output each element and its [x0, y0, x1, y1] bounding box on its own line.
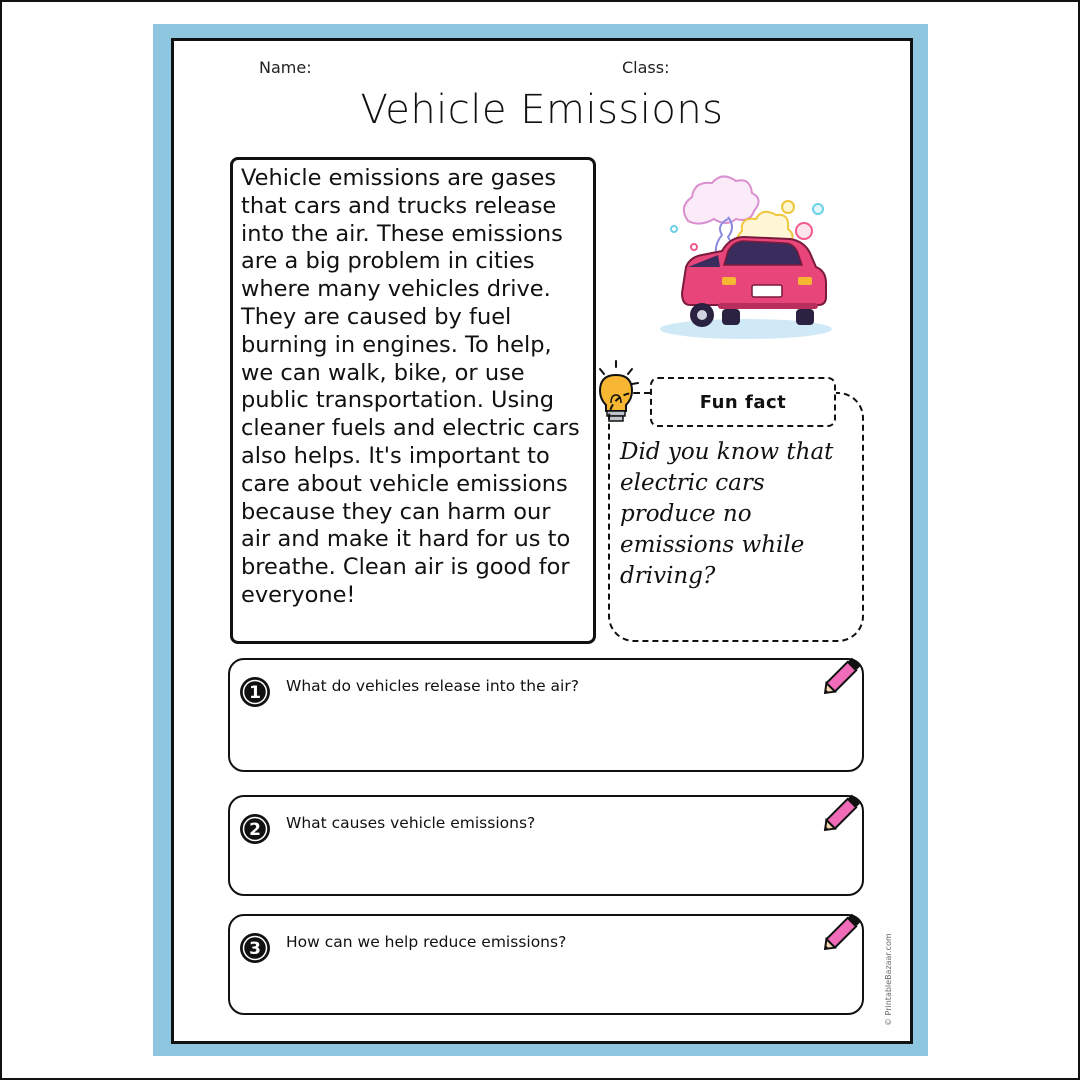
pencil-icon — [816, 650, 868, 702]
number-badge-3-icon — [239, 932, 271, 964]
polluting-car-illustration — [658, 169, 834, 341]
name-label: Name: — [259, 58, 312, 77]
question-text: How can we help reduce emissions? — [286, 933, 567, 951]
passage-text: Vehicle emissions are gases that cars and trucks release into the air. These emissions are a big problem in cities where many vehicles drive. They are caused by fuel burning in engines. To help, we can walk, bike, or use public transportation. Using cleaner fuels and electric cars also helps. It's important to care about vehicle emissions because they can harm our air and make it hard for us to breathe. Clean air is good for everyone! — [241, 165, 580, 608]
question-box-2[interactable] — [228, 795, 864, 896]
question-box-1[interactable] — [228, 658, 864, 772]
fun-fact-text: Did you know that electric cars produce no emissions while driving? — [620, 439, 834, 589]
worksheet — [171, 38, 913, 1044]
pencil-icon — [816, 906, 868, 958]
reading-passage — [230, 157, 596, 644]
copyright-watermark: © PrintableBazaar.com — [884, 933, 893, 1026]
page-title: Vehicle Emissions — [360, 87, 724, 133]
number-badge-1-icon — [239, 676, 271, 708]
question-number: 2 — [249, 820, 261, 840]
fun-fact-heading: Fun fact — [650, 377, 836, 427]
class-label: Class: — [622, 58, 670, 77]
question-number: 3 — [249, 939, 261, 959]
number-badge-2-icon — [239, 813, 271, 845]
question-text: What causes vehicle emissions? — [286, 814, 536, 832]
question-box-3[interactable] — [228, 914, 864, 1015]
question-number: 1 — [249, 683, 261, 703]
question-text: What do vehicles release into the air? — [286, 677, 579, 695]
pencil-icon — [816, 787, 868, 839]
car-body — [682, 237, 826, 327]
